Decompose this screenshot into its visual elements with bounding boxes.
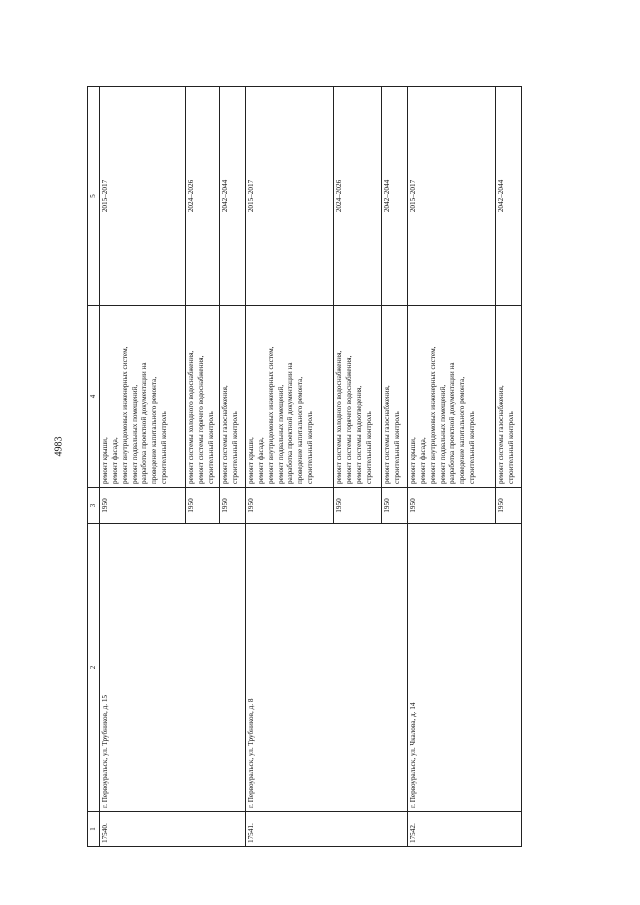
work-item: ремонт системы газоснабжения, xyxy=(497,385,506,484)
works-list xyxy=(186,306,220,488)
work-item: строительный контроль xyxy=(393,411,402,484)
work-item: ремонт системы холодного водоснабжения, xyxy=(335,350,344,484)
table-row xyxy=(408,87,496,847)
record-address: г. Первоуральск, ул. Трубников, д. 8 xyxy=(246,524,408,812)
work-item: проведение капитального ремонта, xyxy=(150,376,159,484)
work-item: проведение капитального ремонта, xyxy=(296,376,305,484)
repair-period: 2042–2044 xyxy=(220,87,246,306)
record-address: г. Первоуральск, ул. Трубников, д. 15 xyxy=(100,524,246,812)
repair-period: 2015–2017 xyxy=(100,87,186,306)
build-year: 1950 xyxy=(334,488,382,524)
works-list xyxy=(382,306,408,488)
work-item: ремонт внутридомовых инженерных систем, xyxy=(120,346,129,484)
work-item: строительный контроль xyxy=(305,411,314,484)
header-col-4: 4 xyxy=(88,306,100,488)
work-item: ремонт внутридомовых инженерных систем, xyxy=(428,346,437,484)
work-item: ремонт крыши, xyxy=(247,437,256,484)
repair-period: 2015–2017 xyxy=(246,87,334,306)
work-item: проведение капитального ремонта, xyxy=(458,376,467,484)
record-number: 17542. xyxy=(408,812,522,847)
works-list xyxy=(100,306,186,488)
work-item: разработка проектной документации на xyxy=(140,362,149,484)
work-item: ремонт фасада, xyxy=(111,437,120,484)
build-year: 1950 xyxy=(246,488,334,524)
repair-period: 2015–2017 xyxy=(408,87,496,306)
work-item: ремонт системы горячего водоснабжения, xyxy=(345,355,354,484)
work-item: ремонт системы горячего водоснабжения, xyxy=(197,355,206,484)
work-item: ремонт внутридомовых инженерных систем, xyxy=(266,346,275,484)
header-col-2: 2 xyxy=(88,524,100,812)
header-col-5: 5 xyxy=(88,87,100,306)
work-item: ремонт системы водоотведения, xyxy=(354,385,363,484)
table-row xyxy=(100,87,186,847)
work-item: ремонт системы газоснабжения, xyxy=(383,385,392,484)
work-item: строительный контроль xyxy=(507,411,516,484)
work-item: разработка проектной документации на xyxy=(286,362,295,484)
works-list xyxy=(246,306,334,488)
build-year: 1950 xyxy=(408,488,496,524)
repair-period: 2024–2026 xyxy=(186,87,220,306)
page-number: 4983 xyxy=(53,436,65,457)
build-year: 1950 xyxy=(100,488,186,524)
build-year: 1950 xyxy=(220,488,246,524)
work-item: строительный контроль xyxy=(159,411,168,484)
work-item: ремонт фасада, xyxy=(419,437,428,484)
record-number: 17541. xyxy=(246,812,408,847)
work-item: строительный контроль xyxy=(467,411,476,484)
build-year: 1950 xyxy=(496,488,522,524)
works-list xyxy=(334,306,382,488)
table-row xyxy=(246,87,334,847)
work-item: разработка проектной документации на xyxy=(448,362,457,484)
work-item: ремонт системы холодного водоснабжения, xyxy=(187,350,196,484)
rotated-table-container xyxy=(87,87,527,847)
record-address: г. Первоуральск, ул. Чкалова, д. 14 xyxy=(408,524,522,812)
header-col-1: 1 xyxy=(88,812,100,847)
work-item: ремонт подвальных помещений, xyxy=(276,384,285,484)
work-item: ремонт фасада, xyxy=(257,437,266,484)
works-list xyxy=(408,306,496,488)
header-row xyxy=(88,87,100,847)
work-item: строительный контроль xyxy=(364,411,373,484)
header-col-3: 3 xyxy=(88,488,100,524)
works-list xyxy=(220,306,246,488)
record-number: 17540. xyxy=(100,812,246,847)
repair-period: 2042–2044 xyxy=(496,87,522,306)
work-item: ремонт подвальных помещений, xyxy=(438,384,447,484)
repair-period: 2042–2044 xyxy=(382,87,408,306)
work-item: ремонт крыши, xyxy=(409,437,418,484)
build-year: 1950 xyxy=(382,488,408,524)
repair-period: 2024–2026 xyxy=(334,87,382,306)
works-list xyxy=(496,306,522,488)
work-item: ремонт подвальных помещений, xyxy=(130,384,139,484)
work-item: ремонт крыши, xyxy=(101,437,110,484)
build-year: 1950 xyxy=(186,488,220,524)
repair-schedule-table xyxy=(87,86,522,847)
work-item: строительный контроль xyxy=(231,411,240,484)
work-item: ремонт системы газоснабжения, xyxy=(221,385,230,484)
work-item: строительный контроль xyxy=(206,411,215,484)
